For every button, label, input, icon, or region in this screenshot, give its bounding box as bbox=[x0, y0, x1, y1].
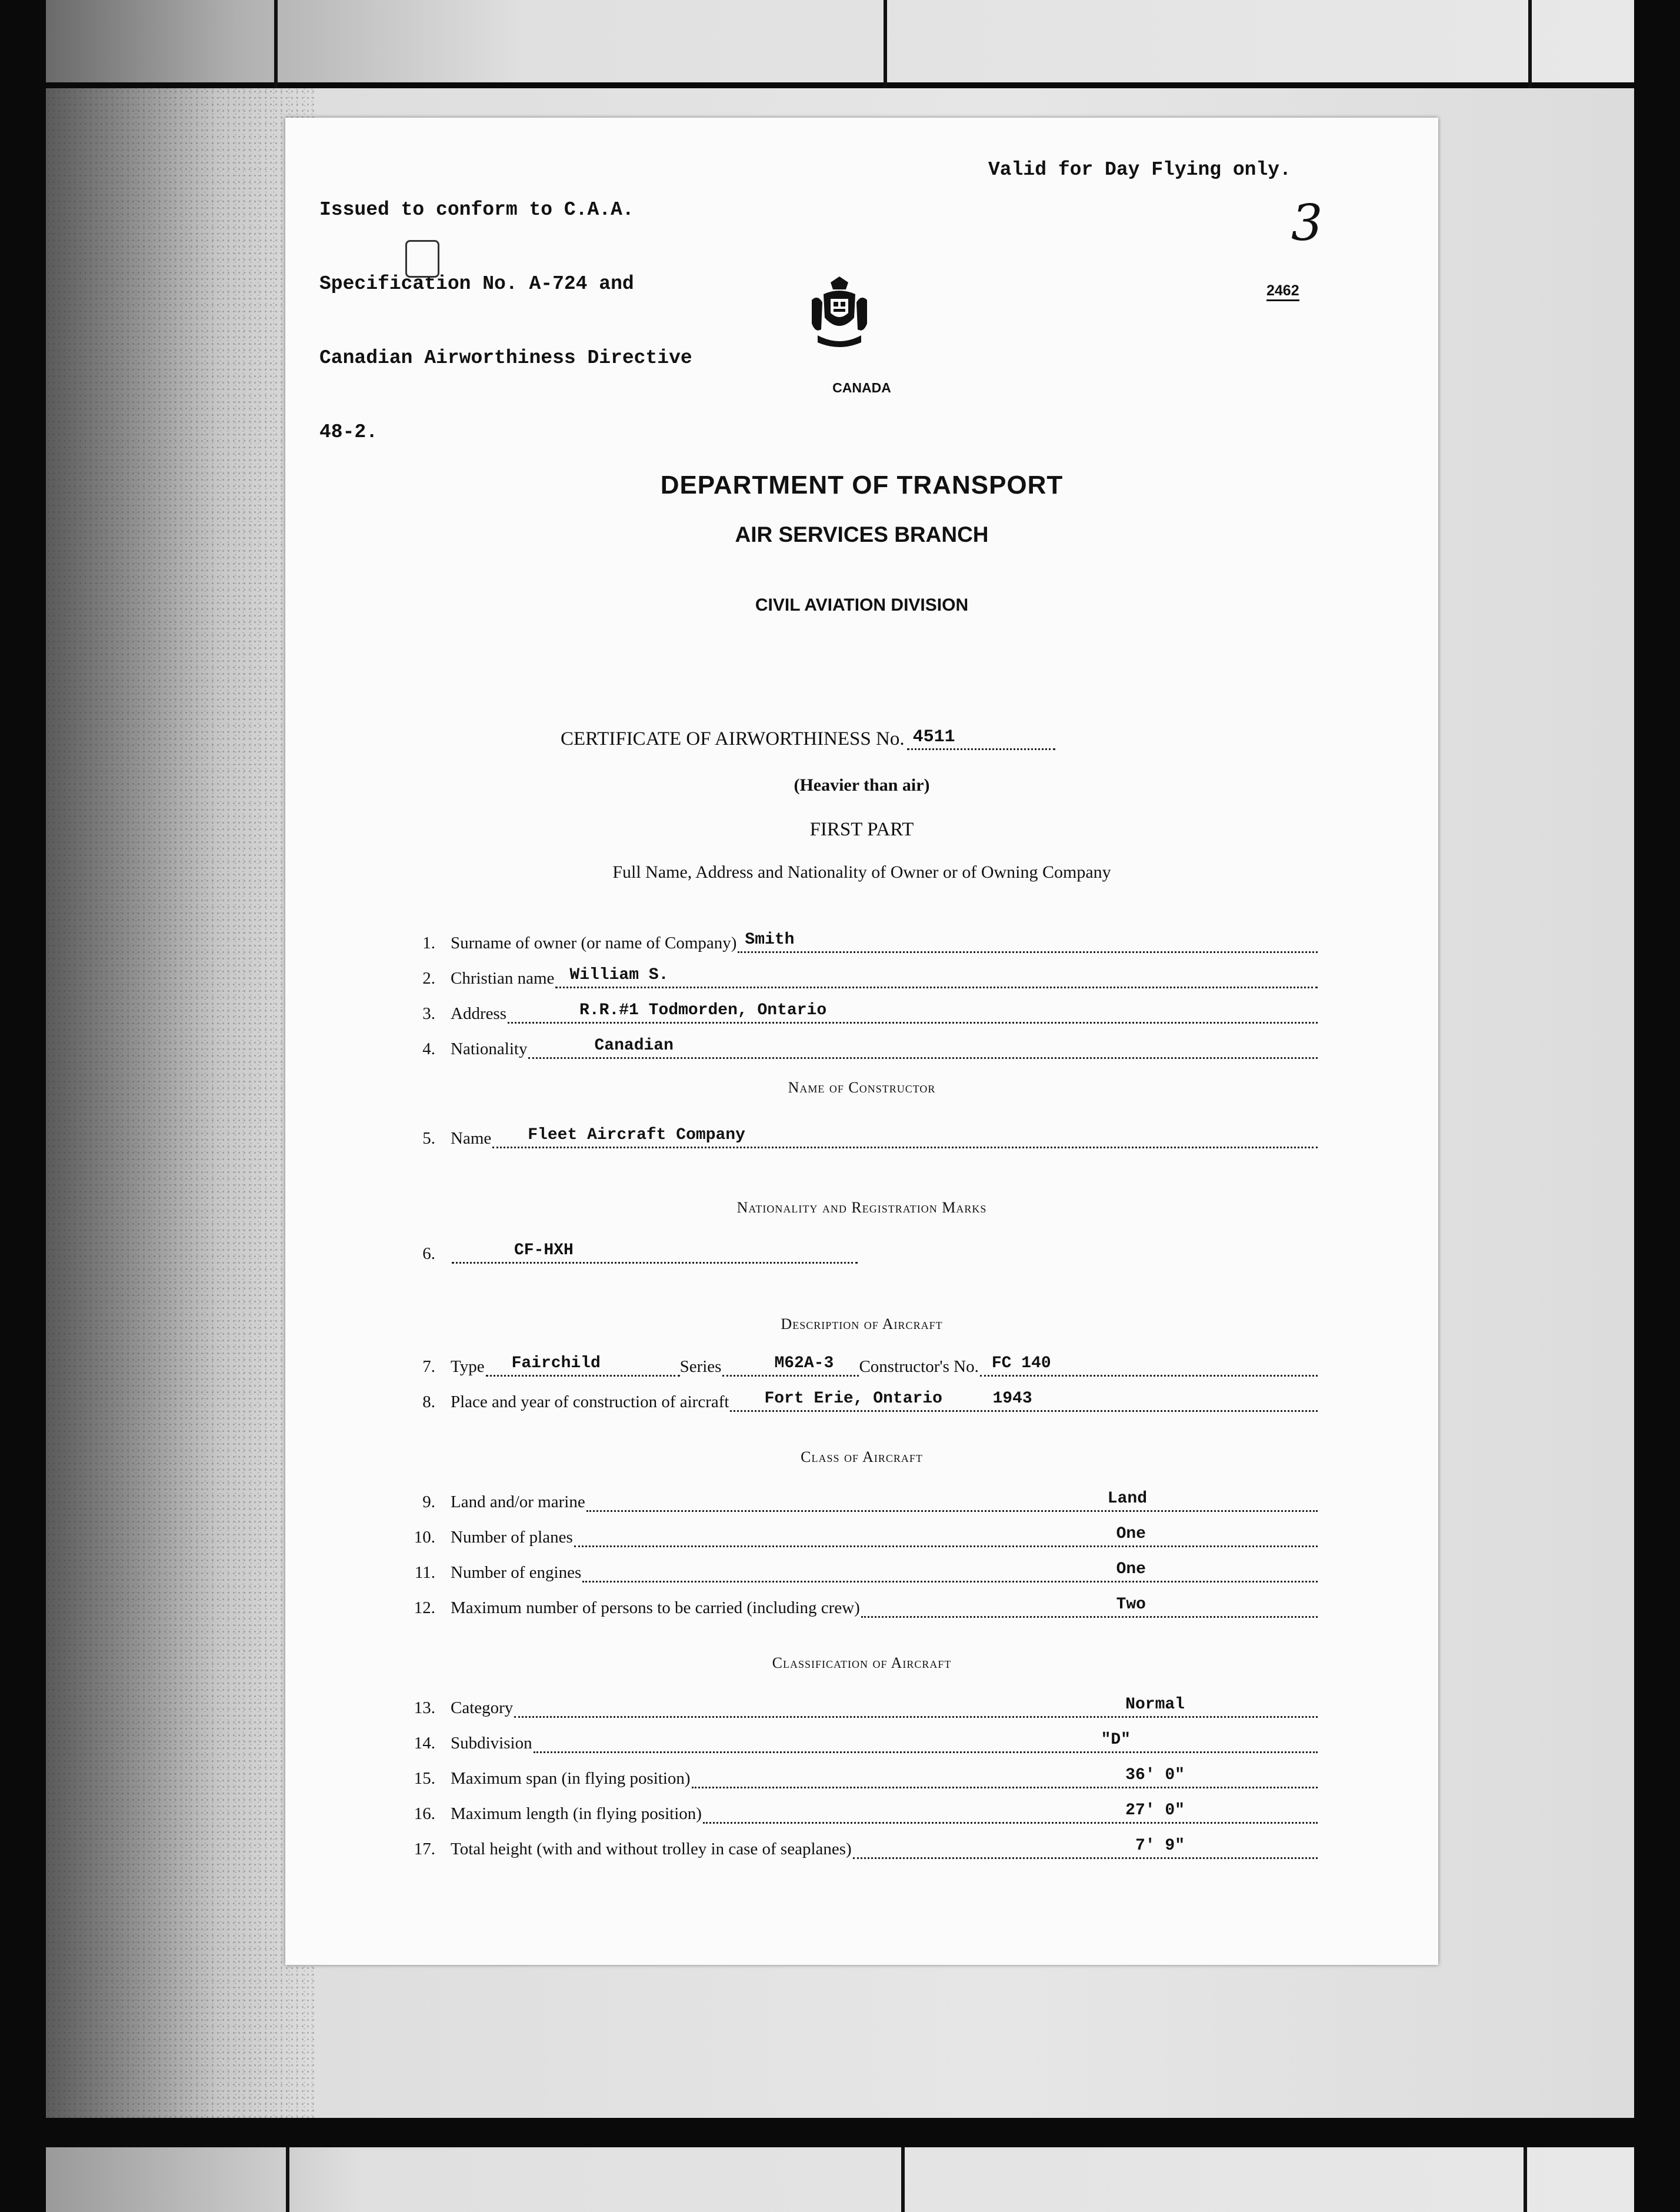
form-row bbox=[400, 1238, 1318, 1264]
field-value: 27' 0" bbox=[1125, 1801, 1185, 1820]
row-label: Category bbox=[451, 1698, 514, 1717]
row-number: 12. bbox=[414, 1598, 435, 1617]
field-value: Smith bbox=[745, 931, 795, 949]
row-number: 1. bbox=[422, 934, 435, 952]
conformity-stamp bbox=[319, 148, 692, 494]
row-label: Constructor's No. bbox=[859, 1357, 979, 1376]
owner-surname-field bbox=[738, 931, 1318, 953]
form-row bbox=[400, 1727, 1318, 1753]
film-divider bbox=[1524, 2147, 1527, 2212]
form-row bbox=[400, 1557, 1318, 1583]
height-field bbox=[853, 1837, 1318, 1859]
row-label: Number of planes bbox=[451, 1528, 573, 1547]
row-number: 10. bbox=[414, 1528, 435, 1547]
row-label: Total height (with and without trolley in case of seaplanes) bbox=[451, 1840, 852, 1858]
description-heading: Description of Aircraft bbox=[781, 1315, 943, 1332]
form-row bbox=[400, 1351, 1318, 1377]
form-row bbox=[400, 998, 1318, 1024]
registration-heading: Nationality and Registration Marks bbox=[736, 1199, 987, 1216]
row-number: 13. bbox=[414, 1698, 435, 1717]
field-value: "D" bbox=[1101, 1731, 1131, 1749]
film-divider bbox=[901, 2147, 905, 2212]
row-number: 5. bbox=[422, 1129, 435, 1148]
registration-field bbox=[452, 1241, 858, 1264]
part-heading: FIRST PART bbox=[809, 819, 914, 840]
constructor-heading: Name of Constructor bbox=[788, 1079, 936, 1096]
subdivision-field bbox=[534, 1731, 1318, 1753]
coat-of-arms-icon bbox=[807, 276, 872, 353]
department-title: DEPARTMENT OF TRANSPORT bbox=[660, 471, 1064, 499]
persons-field bbox=[861, 1595, 1318, 1618]
row-number: 4. bbox=[422, 1040, 435, 1058]
form-row bbox=[400, 1521, 1318, 1547]
handwritten-mark: 3 bbox=[1291, 194, 1323, 252]
row-label: Name bbox=[451, 1129, 492, 1148]
form-row bbox=[400, 1798, 1318, 1824]
row-label: Maximum length (in flying position) bbox=[451, 1804, 702, 1823]
field-value: William S. bbox=[569, 966, 669, 984]
christian-name-field bbox=[555, 966, 1318, 988]
certificate-sheet bbox=[285, 118, 1438, 1965]
certificate-subtitle: (Heavier than air) bbox=[794, 775, 930, 795]
row-label: Maximum number of persons to be carried (including crew) bbox=[451, 1598, 860, 1617]
nationality-field bbox=[528, 1037, 1318, 1059]
row-label: Nationality bbox=[451, 1040, 528, 1058]
form-row bbox=[400, 1386, 1318, 1412]
field-value: 1943 bbox=[992, 1390, 1032, 1408]
land-marine-field bbox=[586, 1490, 1318, 1512]
stamp-line: Specification No. A-724 and bbox=[319, 273, 634, 295]
pencil-mark bbox=[405, 240, 439, 278]
division-title: CIVIL AVIATION DIVISION bbox=[755, 595, 969, 615]
owner-heading: Full Name, Address and Nationality of Owner or of Owning Company bbox=[612, 862, 1111, 882]
row-label: Land and/or marine bbox=[451, 1493, 585, 1511]
constructor-number-field bbox=[980, 1354, 1318, 1377]
field-value: 36' 0" bbox=[1125, 1766, 1185, 1784]
row-label: Number of engines bbox=[451, 1563, 582, 1582]
series-field bbox=[722, 1354, 859, 1377]
stamp-line: Issued to conform to C.A.A. bbox=[319, 199, 634, 221]
address-field bbox=[508, 1001, 1318, 1024]
stamp-line: Canadian Airworthiness Directive bbox=[319, 347, 692, 369]
field-value: Fleet Aircraft Company bbox=[528, 1126, 745, 1144]
engines-field bbox=[582, 1560, 1318, 1583]
constructor-name-field bbox=[492, 1126, 1318, 1148]
film-bottom-strip bbox=[46, 2147, 1634, 2212]
field-value: M62A-3 bbox=[774, 1354, 834, 1372]
form-row bbox=[400, 962, 1318, 988]
category-field bbox=[514, 1695, 1318, 1718]
field-value: Normal bbox=[1125, 1695, 1185, 1714]
form-row bbox=[400, 1486, 1318, 1512]
form-row bbox=[400, 1763, 1318, 1788]
film-divider bbox=[274, 0, 278, 88]
planes-field bbox=[574, 1525, 1318, 1547]
row-number: 15. bbox=[414, 1769, 435, 1788]
row-number: 14. bbox=[414, 1734, 435, 1753]
certificate-number-field bbox=[907, 728, 1055, 750]
row-label: Series bbox=[679, 1357, 722, 1376]
field-value: Fort Erie, Ontario bbox=[764, 1390, 942, 1408]
film-top-strip bbox=[46, 0, 1634, 82]
row-number: 16. bbox=[414, 1804, 435, 1823]
document-number: 2462 bbox=[1266, 282, 1299, 301]
film-divider bbox=[884, 0, 887, 88]
type-field bbox=[486, 1354, 680, 1377]
row-number: 9. bbox=[422, 1493, 435, 1511]
row-number: 8. bbox=[422, 1393, 435, 1411]
construction-place-field bbox=[730, 1390, 1318, 1412]
validity-stamp: Valid for Day Flying only. bbox=[988, 159, 1291, 181]
row-label: Type bbox=[451, 1357, 485, 1376]
form-row bbox=[400, 1692, 1318, 1718]
field-value: R.R.#1 Todmorden, Ontario bbox=[579, 1001, 827, 1020]
row-number: 7. bbox=[422, 1357, 435, 1376]
row-label: Subdivision bbox=[451, 1734, 532, 1753]
form-row bbox=[400, 1122, 1318, 1148]
field-value: Two bbox=[1116, 1595, 1146, 1614]
row-number: 2. bbox=[422, 969, 435, 988]
field-value: Canadian bbox=[594, 1037, 674, 1055]
row-number: 11. bbox=[414, 1563, 435, 1582]
row-label: Surname of owner (or name of Company) bbox=[451, 934, 737, 952]
film-divider bbox=[1528, 0, 1532, 88]
country-label: CANADA bbox=[832, 380, 891, 395]
certificate-number: 4511 bbox=[912, 727, 955, 747]
field-value: 7' 9" bbox=[1135, 1837, 1185, 1855]
form-row bbox=[400, 927, 1318, 953]
length-field bbox=[703, 1801, 1318, 1824]
film-divider bbox=[286, 2147, 289, 2212]
row-label: Maximum span (in flying position) bbox=[451, 1769, 691, 1788]
class-heading: Class of Aircraft bbox=[801, 1448, 923, 1465]
row-number: 17. bbox=[414, 1840, 435, 1858]
field-value: FC 140 bbox=[991, 1354, 1051, 1372]
field-value: One bbox=[1116, 1560, 1146, 1578]
branch-title: AIR SERVICES BRANCH bbox=[735, 522, 989, 547]
row-number: 3. bbox=[422, 1004, 435, 1023]
film-grain bbox=[46, 88, 316, 2118]
field-value: Land bbox=[1107, 1490, 1147, 1508]
row-label: Address bbox=[451, 1004, 507, 1023]
certificate-title-line bbox=[561, 728, 1055, 750]
field-value: CF-HXH bbox=[514, 1241, 574, 1260]
row-number: 6. bbox=[422, 1244, 435, 1263]
row-label: Place and year of construction of aircraft bbox=[451, 1393, 729, 1411]
form-row bbox=[400, 1833, 1318, 1859]
row-label: Christian name bbox=[451, 969, 555, 988]
field-value: Fairchild bbox=[511, 1354, 601, 1372]
field-value: One bbox=[1116, 1525, 1146, 1543]
form-row bbox=[400, 1592, 1318, 1618]
span-field bbox=[692, 1766, 1318, 1788]
stamp-line: 48-2. bbox=[319, 421, 378, 443]
certificate-title: CERTIFICATE OF AIRWORTHINESS No. bbox=[561, 728, 905, 749]
classification-heading: Classification of Aircraft bbox=[772, 1654, 952, 1671]
form-row bbox=[400, 1033, 1318, 1059]
